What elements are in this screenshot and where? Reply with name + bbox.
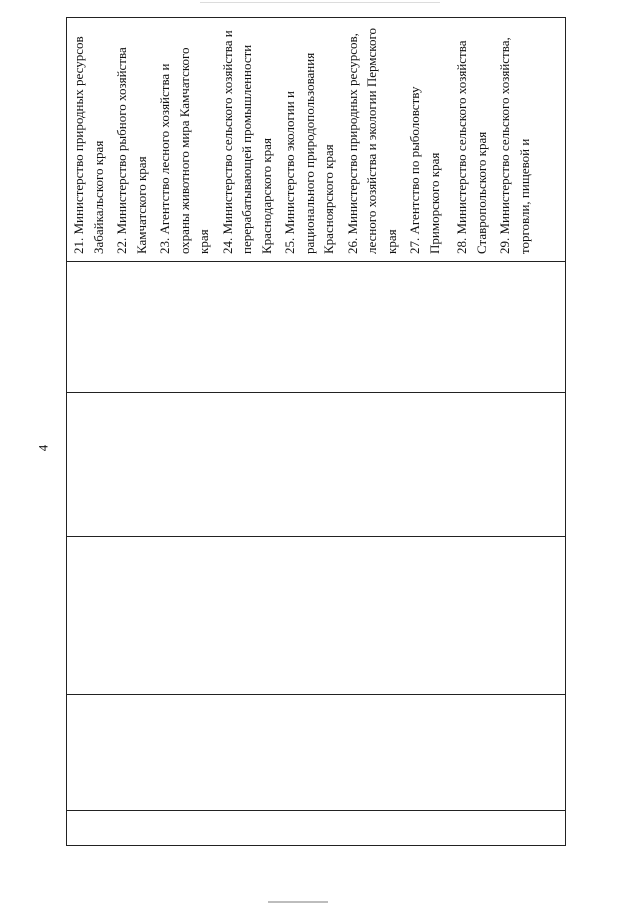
table-row-divider (67, 392, 565, 393)
scan-artifact (200, 2, 440, 3)
list-item: 28. Министерство сельского хозяйства Ставропольского края (454, 40, 489, 254)
scan-artifact (268, 901, 328, 903)
list-item: 21. Министерство природных ресурсов Забайкальского края (71, 36, 106, 254)
page-number: 4 (35, 444, 51, 452)
organization-list (66, 17, 566, 260)
table-row-divider (67, 536, 565, 537)
table-row-divider (67, 261, 565, 262)
list-item: 26. Министерство природных ресурсов, лесного хозяйства и экологии Пермского края (344, 28, 399, 254)
list-item: 23. Агентство лесного хозяйства и охраны животного мира Камчатского края (157, 47, 211, 254)
list-item: 29. Министерство сельского хозяйства, торговли, пищевой и (497, 37, 532, 254)
organization-list-cell (66, 17, 566, 260)
list-item: 27. Агентство по рыболовству Приморского края (407, 86, 442, 254)
list-item: 25. Министерство экологии и рационального природопользования Красноярского края (282, 52, 336, 254)
list-item: 24. Министерство сельского хозяйства и перерабатывающей промышленности Краснодарского края (219, 30, 274, 254)
table-row-divider (67, 810, 565, 811)
table-row-divider (67, 694, 565, 695)
list-item: 22. Министерство рыбного хозяйства Камчатского края (114, 47, 149, 254)
